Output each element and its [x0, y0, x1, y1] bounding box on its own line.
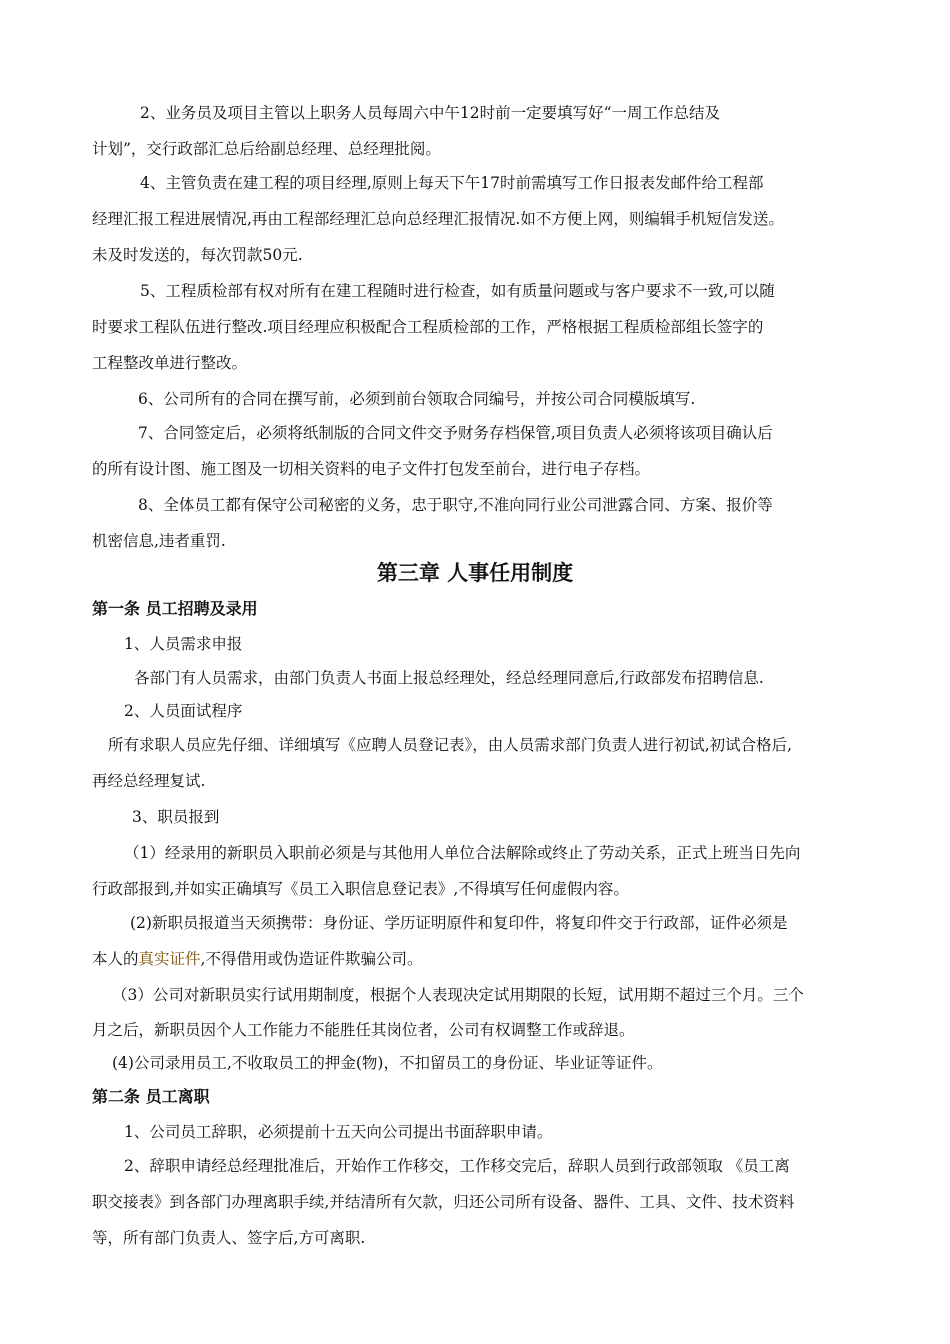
chapter-title: 第三章 人事任用制度 [376, 561, 574, 585]
article-2-title: 第二条 员工离职 [92, 1087, 210, 1106]
paragraph-5-line-1: 5、工程质检部有权对所有在建工程随时进行检查，如有质量问题或与客户要求不一致,可以随 [140, 282, 775, 300]
item-1-line-1: （1）经录用的新职员入职前必须是与其他用人单位合法解除或终止了劳动关系，正式上班当日先向 [124, 844, 801, 862]
item-2-text-a: 本人的 [92, 950, 139, 968]
article-2-item-2-line-3: 等，所有部门负责人、签字后,方可离职. [92, 1229, 366, 1247]
paragraph-2-line-2: 计划”，交行政部汇总后给副总经理、总经理批阅。 [92, 140, 441, 158]
paragraph-7-line-2: 的所有设计图、施工图及一切相关资料的电子文件打包发至前台，进行电子存档。 [92, 460, 651, 478]
item-1-line-2: 行政部报到,并如实正确填写《员工入职信息登记表》,不得填写任何虚假内容。 [92, 880, 629, 898]
section-2-heading: 2、人员面试程序 [124, 702, 243, 720]
item-2-text-c: ,不得借用或伪造证件欺骗公司。 [200, 950, 423, 968]
article-2-item-1: 1、公司员工辞职，必须提前十五天向公司提出书面辞职申请。 [124, 1123, 553, 1141]
paragraph-8-line-2: 机密信息,违者重罚. [92, 532, 226, 550]
item-4-line-1: (4)公司录用员工,不收取员工的押金(物)，不扣留员工的身份证、毕业证等证件。 [112, 1054, 663, 1072]
item-2-highlight-text: 真实证件 [138, 950, 201, 968]
paragraph-8-line-1: 8、全体员工都有保守公司秘密的义务，忠于职守,不准向同行业公司泄露合同、方案、报价等 [138, 496, 773, 514]
paragraph-4-line-3: 未及时发送的，每次罚款50元. [92, 246, 303, 264]
paragraph-5-line-2: 时要求工程队伍进行整改.项目经理应积极配合工程质检部的工作，严格根据工程质检部组长签字的 [92, 318, 764, 336]
item-2-line-2 [92, 949, 422, 969]
article-2-item-2-line-1: 2、辞职申请经总经理批准后，开始作工作移交，工作移交完后，辞职人员到行政部领取 《员工离 [124, 1157, 790, 1175]
paragraph-4-line-2: 经理汇报工程进展情况,再由工程部经理汇总向总经理汇报情况.如不方便上网，则编辑手机短信发送。 [92, 210, 784, 228]
paragraph-5-line-3: 工程整改单进行整改。 [92, 354, 248, 372]
section-1-text: 各部门有人员需求，由部门负责人书面上报总经理处，经总经理同意后,行政部发布招聘信息. [134, 669, 764, 687]
article-2-item-2-line-2: 职交接表》到各部门办理离职手续,并结清所有欠款，归还公司所有设备、器件、工具、文件、技术资料 [92, 1193, 795, 1211]
paragraph-2-line-1: 2、业务员及项目主管以上职务人员每周六中午12时前一定要填写好“一周工作总结及 [140, 104, 721, 122]
section-1-heading: 1、人员需求申报 [124, 635, 243, 653]
paragraph-6-line-1: 6、公司所有的合同在撰写前，必须到前台领取合同编号，并按公司合同模版填写. [138, 390, 696, 408]
item-3-line-2: 月之后，新职员因个人工作能力不能胜任其岗位者，公司有权调整工作或辞退。 [92, 1021, 635, 1039]
section-2-line-2: 再经总经理复试. [92, 772, 206, 790]
paragraph-4-line-1: 4、主管负责在建工程的项目经理,原则上每天下午17时前需填写工作日报表发邮件给工程部 [140, 174, 764, 192]
paragraph-7-line-1: 7、合同签定后，必须将纸制版的合同文件交予财务存档保管,项目负责人必须将该项目确认后 [138, 424, 773, 442]
section-2-line-1: 所有求职人员应先仔细、详细填写《应聘人员登记表》，由人员需求部门负责人进行初试,初试合格后, [108, 736, 793, 754]
item-2-line-1: (2)新职员报道当天须携带：身份证、学历证明原件和复印件，将复印件交于行政部，证件必须是 [130, 914, 788, 932]
article-1-title: 第一条 员工招聘及录用 [92, 599, 258, 618]
item-3-line-1: （3）公司对新职员实行试用期制度，根据个人表现决定试用期限的长短，试用期不超过三个月。三个 [112, 986, 804, 1004]
section-3-heading: 3、职员报到 [132, 808, 220, 826]
